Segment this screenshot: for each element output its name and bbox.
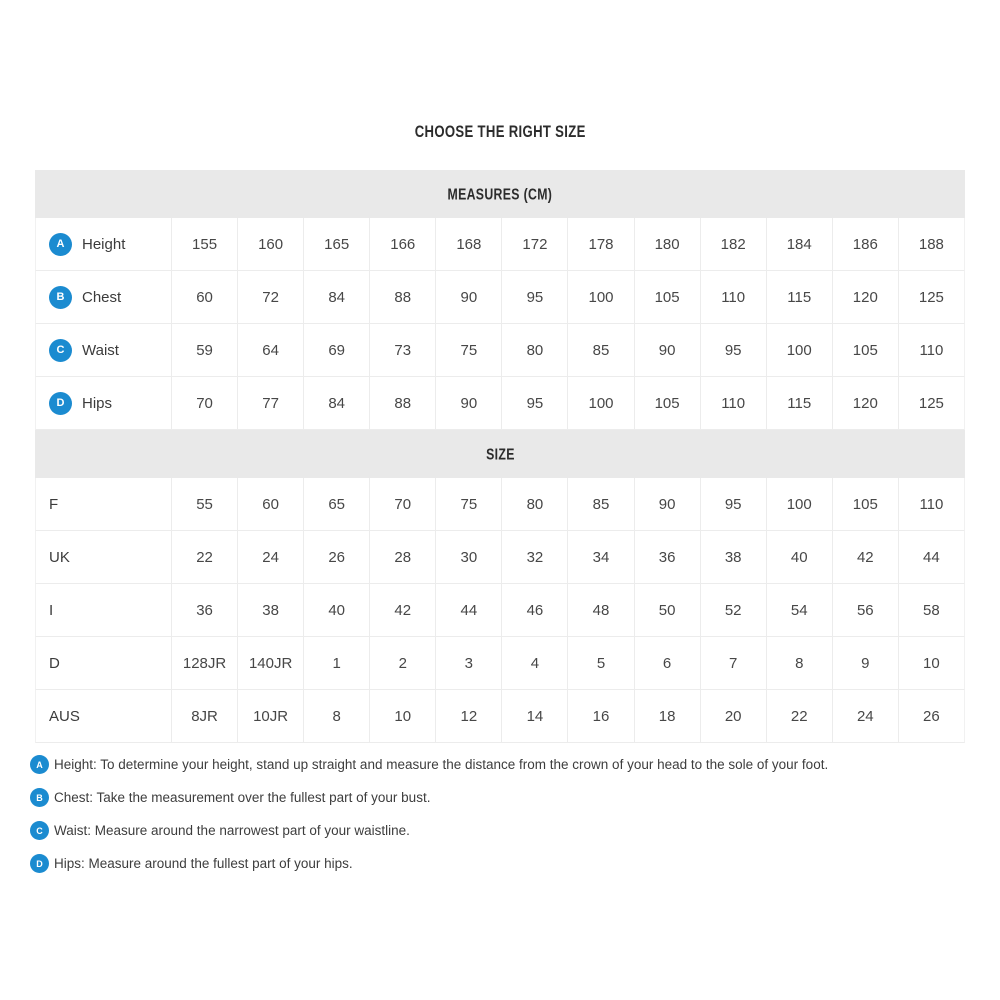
- table-cell: 12: [435, 690, 501, 742]
- table-cell: 56: [832, 584, 898, 636]
- table-cell: 73: [369, 324, 435, 376]
- table-cell: 64: [237, 324, 303, 376]
- table-row: [35, 324, 965, 377]
- table-cell: 44: [898, 531, 964, 583]
- table-cell: 100: [567, 377, 633, 429]
- row-label-cell: [36, 637, 171, 689]
- table-cell: 10: [898, 637, 964, 689]
- table-cell: 32: [501, 531, 567, 583]
- page-title-wrap: [0, 0, 1000, 142]
- table-cell: 10: [369, 690, 435, 742]
- page-title: CHOOSE THE RIGHT SIZE: [414, 123, 586, 142]
- table-cell: 36: [634, 531, 700, 583]
- table-cell: 24: [237, 531, 303, 583]
- row-label-cell: [36, 531, 171, 583]
- table-cell: 50: [634, 584, 700, 636]
- measure-badge-b-icon: B: [49, 286, 72, 309]
- note-line: [30, 821, 970, 840]
- table-cell: 48: [567, 584, 633, 636]
- table-cell: 28: [369, 531, 435, 583]
- table-cell: 188: [898, 218, 964, 270]
- table-cell: 90: [634, 324, 700, 376]
- table-cell: 125: [898, 271, 964, 323]
- note-text: Waist: Measure around the narrowest part of your waistline.: [54, 823, 410, 838]
- table-cell: 105: [634, 377, 700, 429]
- table-cell: 77: [237, 377, 303, 429]
- table-cell: 5: [567, 637, 633, 689]
- table-cell: 10JR: [237, 690, 303, 742]
- table-cell: 42: [832, 531, 898, 583]
- table-cell: 80: [501, 324, 567, 376]
- table-row: [35, 478, 965, 531]
- table-cell: 59: [171, 324, 237, 376]
- table-cell: 165: [303, 218, 369, 270]
- table-cell: 58: [898, 584, 964, 636]
- table-cell: 2: [369, 637, 435, 689]
- table-row: [35, 584, 965, 637]
- table-cell: 52: [700, 584, 766, 636]
- size-section-header: [35, 430, 965, 478]
- row-label-cell: [36, 377, 171, 429]
- table-cell: 172: [501, 218, 567, 270]
- table-cell: 140JR: [237, 637, 303, 689]
- table-cell: 26: [303, 531, 369, 583]
- table-cell: 128JR: [171, 637, 237, 689]
- table-cell: 69: [303, 324, 369, 376]
- table-cell: 8: [303, 690, 369, 742]
- row-label-cell: [36, 584, 171, 636]
- table-cell: 46: [501, 584, 567, 636]
- table-cell: 14: [501, 690, 567, 742]
- row-label: I: [49, 601, 54, 619]
- table-cell: 95: [700, 324, 766, 376]
- table-cell: 105: [634, 271, 700, 323]
- note-badge-d-icon: D: [30, 854, 49, 873]
- table-cell: 70: [171, 377, 237, 429]
- table-cell: 34: [567, 531, 633, 583]
- table-cell: 40: [303, 584, 369, 636]
- row-label: F: [49, 495, 59, 513]
- table-cell: 1: [303, 637, 369, 689]
- table-cell: 22: [766, 690, 832, 742]
- table-cell: 88: [369, 377, 435, 429]
- table-cell: 155: [171, 218, 237, 270]
- table-row: [35, 531, 965, 584]
- table-cell: 4: [501, 637, 567, 689]
- table-cell: 40: [766, 531, 832, 583]
- table-cell: 168: [435, 218, 501, 270]
- row-label: Height: [82, 235, 126, 253]
- measure-badge-c-icon: C: [49, 339, 72, 362]
- table-cell: 115: [766, 377, 832, 429]
- note-text: Chest: Take the measurement over the fullest part of your bust.: [54, 790, 431, 805]
- table-cell: 110: [700, 271, 766, 323]
- table-cell: 8JR: [171, 690, 237, 742]
- table-cell: 60: [171, 271, 237, 323]
- measures-section-header-label: MEASURES (CM): [447, 184, 553, 204]
- table-row: [35, 377, 965, 430]
- measures-rows-group: [35, 218, 965, 430]
- table-cell: 75: [435, 324, 501, 376]
- row-label-cell: [36, 690, 171, 742]
- table-cell: 115: [766, 271, 832, 323]
- table-row: [35, 271, 965, 324]
- row-label-cell: [36, 218, 171, 270]
- table-cell: 100: [567, 271, 633, 323]
- table-cell: 38: [700, 531, 766, 583]
- note-line: [30, 788, 970, 807]
- table-cell: 95: [501, 377, 567, 429]
- table-cell: 88: [369, 271, 435, 323]
- table-cell: 182: [700, 218, 766, 270]
- measurement-notes: [30, 755, 970, 873]
- table-cell: 178: [567, 218, 633, 270]
- table-cell: 72: [237, 271, 303, 323]
- table-cell: 8: [766, 637, 832, 689]
- table-cell: 120: [832, 271, 898, 323]
- table-cell: 6: [634, 637, 700, 689]
- table-cell: 55: [171, 478, 237, 530]
- note-line: [30, 854, 970, 873]
- note-text: Hips: Measure around the fullest part of your hips.: [54, 856, 353, 871]
- table-cell: 110: [898, 478, 964, 530]
- note-badge-a-icon: A: [30, 755, 49, 774]
- size-rows-group: [35, 478, 965, 743]
- table-row: [35, 690, 965, 743]
- table-cell: 26: [898, 690, 964, 742]
- table-cell: 22: [171, 531, 237, 583]
- table-cell: 110: [700, 377, 766, 429]
- table-cell: 95: [700, 478, 766, 530]
- row-label: Chest: [82, 288, 122, 306]
- table-cell: 75: [435, 478, 501, 530]
- table-cell: 160: [237, 218, 303, 270]
- table-cell: 42: [369, 584, 435, 636]
- measure-badge-a-icon: A: [49, 233, 72, 256]
- size-chart-table: [35, 170, 965, 743]
- table-cell: 16: [567, 690, 633, 742]
- table-cell: 180: [634, 218, 700, 270]
- row-label: D: [49, 654, 60, 672]
- table-cell: 95: [501, 271, 567, 323]
- table-cell: 44: [435, 584, 501, 636]
- size-section-header-label: SIZE: [485, 444, 515, 464]
- table-row: [35, 218, 965, 271]
- table-cell: 100: [766, 324, 832, 376]
- table-cell: 100: [766, 478, 832, 530]
- note-line: [30, 755, 970, 774]
- table-cell: 125: [898, 377, 964, 429]
- table-cell: 38: [237, 584, 303, 636]
- row-label-cell: [36, 478, 171, 530]
- table-row: [35, 637, 965, 690]
- table-cell: 90: [435, 377, 501, 429]
- table-cell: 54: [766, 584, 832, 636]
- table-cell: 18: [634, 690, 700, 742]
- measures-section-header: [35, 170, 965, 218]
- note-text: Height: To determine your height, stand up straight and measure the distance from the crown of your head to the sole of your foot.: [54, 757, 829, 772]
- table-cell: 85: [567, 478, 633, 530]
- table-cell: 105: [832, 478, 898, 530]
- table-cell: 90: [634, 478, 700, 530]
- table-cell: 105: [832, 324, 898, 376]
- table-cell: 110: [898, 324, 964, 376]
- table-cell: 60: [237, 478, 303, 530]
- table-cell: 24: [832, 690, 898, 742]
- row-label-cell: [36, 271, 171, 323]
- table-cell: 166: [369, 218, 435, 270]
- table-cell: 84: [303, 377, 369, 429]
- table-cell: 80: [501, 478, 567, 530]
- table-cell: 36: [171, 584, 237, 636]
- table-cell: 85: [567, 324, 633, 376]
- row-label: Hips: [82, 394, 113, 412]
- table-cell: 3: [435, 637, 501, 689]
- row-label-cell: [36, 324, 171, 376]
- table-cell: 186: [832, 218, 898, 270]
- note-badge-b-icon: B: [30, 788, 49, 807]
- table-cell: 65: [303, 478, 369, 530]
- table-cell: 120: [832, 377, 898, 429]
- note-badge-c-icon: C: [30, 821, 49, 840]
- table-cell: 9: [832, 637, 898, 689]
- table-cell: 84: [303, 271, 369, 323]
- table-cell: 30: [435, 531, 501, 583]
- measure-badge-d-icon: D: [49, 392, 72, 415]
- row-label: UK: [49, 548, 70, 566]
- row-label: Waist: [82, 341, 119, 359]
- table-cell: 70: [369, 478, 435, 530]
- row-label: AUS: [49, 707, 80, 725]
- table-cell: 90: [435, 271, 501, 323]
- table-cell: 184: [766, 218, 832, 270]
- table-cell: 7: [700, 637, 766, 689]
- table-cell: 20: [700, 690, 766, 742]
